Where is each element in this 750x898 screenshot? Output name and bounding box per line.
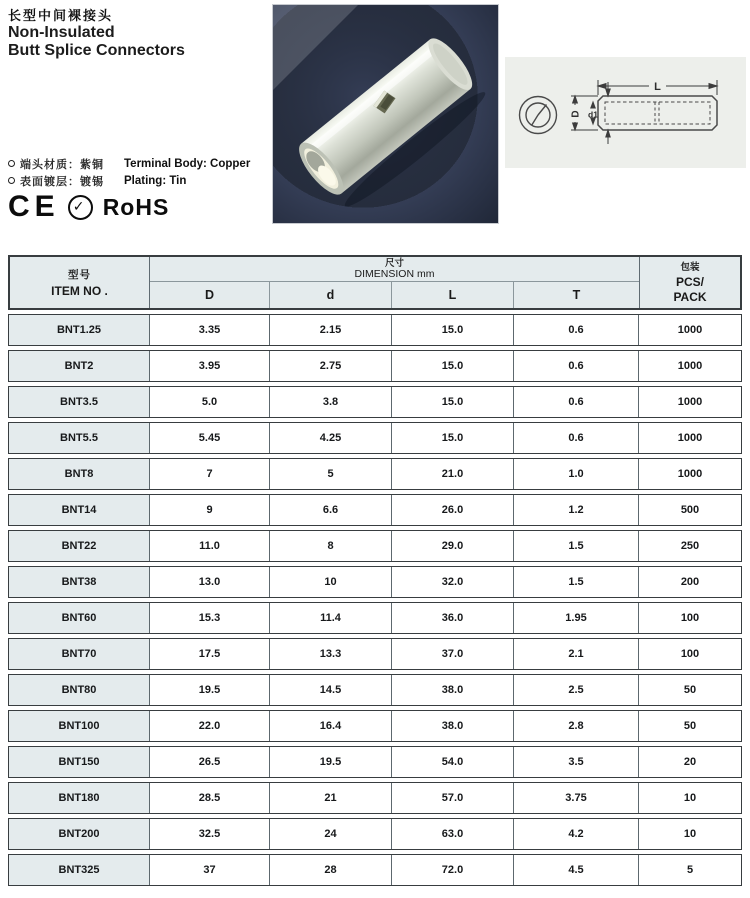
dimension-diagram [505,57,746,168]
dim-T-cell: 1.5 [513,567,638,597]
dim-D-cell: 15.3 [149,603,269,633]
dim-d-cell: 6.6 [269,495,391,525]
header-pack-line2: PACK [673,290,707,304]
dim-d-cell: 2.75 [269,351,391,381]
pack-cell: 100 [638,639,741,669]
table-row [8,386,742,418]
dim-D-cell: 3.35 [149,315,269,345]
dim-D-cell: 26.5 [149,747,269,777]
dim-T-cell: 1.2 [513,495,638,525]
table-row [8,854,742,886]
dim-D-cell: 19.5 [149,675,269,705]
dim-d-cell: 3.8 [269,387,391,417]
table-row [8,458,742,490]
item-no-cell: BNT14 [9,495,149,525]
header-col-d: d [270,282,392,308]
table-row [8,494,742,526]
dim-T-cell: 1.5 [513,531,638,561]
dim-D-cell: 13.0 [149,567,269,597]
check-circle-certification-icon [68,195,93,220]
dim-L-cell: 57.0 [391,783,513,813]
dim-T-cell: 0.6 [513,387,638,417]
dim-L-cell: 21.0 [391,459,513,489]
dim-d-cell: 10 [269,567,391,597]
dim-T-cell: 4.5 [513,855,638,885]
item-no-cell: BNT70 [9,639,149,669]
dim-L-cell: 32.0 [391,567,513,597]
header-item-no-zh: 型号 [68,269,91,281]
page-title-zh: 长型中间裸接头 [8,8,114,23]
item-no-cell: BNT5.5 [9,423,149,453]
dim-L-cell: 15.0 [391,387,513,417]
table-row [8,314,742,346]
item-no-cell: BNT180 [9,783,149,813]
diagram-label-d1: d1 [588,109,598,120]
table-row [8,350,742,382]
dim-d-cell: 19.5 [269,747,391,777]
item-no-cell: BNT200 [9,819,149,849]
title-block [8,5,185,60]
dim-d-cell: 4.25 [269,423,391,453]
dim-L-cell: 38.0 [391,711,513,741]
item-no-cell: BNT2 [9,351,149,381]
pack-cell: 10 [638,783,741,813]
item-no-cell: BNT38 [9,567,149,597]
pack-cell: 50 [638,675,741,705]
table-row [8,674,742,706]
page-title-en-line2: Butt Splice Connectors [8,42,185,59]
pack-cell: 1000 [638,315,741,345]
dim-d-cell: 8 [269,531,391,561]
table-row [8,602,742,634]
table-header [8,255,742,310]
header-col-T: T [572,288,581,302]
header-pack-zh: 包装 [680,262,700,273]
page-title-en-line1: Non-Insulated [8,24,115,41]
dimension-diagram-art [505,57,746,168]
dim-T-cell: 3.5 [513,747,638,777]
diagram-label-D: D [570,110,582,118]
item-no-cell: BNT3.5 [9,387,149,417]
table-row [8,818,742,850]
spec-item-terminal-body [8,155,250,172]
pack-cell: 1000 [638,423,741,453]
table-row [8,638,742,670]
item-no-cell: BNT22 [9,531,149,561]
dim-T-cell: 1.0 [513,459,638,489]
dim-T-cell: 2.5 [513,675,638,705]
dim-L-cell: 72.0 [391,855,513,885]
dim-D-cell: 17.5 [149,639,269,669]
table-row [8,746,742,778]
dim-T-cell: 3.75 [513,783,638,813]
table-row [8,710,742,742]
spec-item-plating [8,172,250,189]
spec-en-plating: Plating: Tin [124,174,187,187]
dim-D-cell: 11.0 [149,531,269,561]
pack-cell: 10 [638,819,741,849]
pack-cell: 1000 [638,351,741,381]
dim-D-cell: 28.5 [149,783,269,813]
header-dimension-en: DIMENSION mm [354,267,435,280]
dim-L-cell: 63.0 [391,819,513,849]
dim-L-cell: 38.0 [391,675,513,705]
dim-T-cell: 4.2 [513,819,638,849]
item-no-cell: BNT80 [9,675,149,705]
dim-d-cell: 28 [269,855,391,885]
header-pack [639,257,740,308]
dim-D-cell: 22.0 [149,711,269,741]
item-no-cell: BNT60 [9,603,149,633]
item-no-cell: BNT150 [9,747,149,777]
dim-L-cell: 29.0 [391,531,513,561]
item-no-cell: BNT325 [9,855,149,885]
pack-cell: 50 [638,711,741,741]
header-dimension-columns [150,282,639,308]
pack-cell: 100 [638,603,741,633]
item-no-cell: BNT1.25 [9,315,149,345]
dim-T-cell: 0.6 [513,423,638,453]
header-col-L: L [392,282,514,308]
dim-D-cell: 7 [149,459,269,489]
spec-en-terminal-body: Terminal Body: Copper [124,157,251,170]
dim-L-cell: 26.0 [391,495,513,525]
pack-cell: 5 [638,855,741,885]
dim-L-cell: 37.0 [391,639,513,669]
dim-L-cell: 15.0 [391,423,513,453]
dim-d-cell: 2.15 [269,315,391,345]
rohs-mark: RoHS [102,193,170,220]
pack-cell: 250 [638,531,741,561]
header-item-no [10,257,150,308]
dim-d-cell: 13.3 [269,639,391,669]
item-no-cell: BNT8 [9,459,149,489]
dim-d-cell: 24 [269,819,391,849]
spec-zh-plating: 表面镀层：镀锡 [20,175,104,188]
dim-T-cell: 2.1 [513,639,638,669]
dim-T-cell: 2.8 [513,711,638,741]
table-row [8,566,742,598]
dim-D-cell: 5.45 [149,423,269,453]
certification-marks [8,192,169,222]
header-dimension-group [150,257,639,308]
product-photo-art [273,5,498,223]
pack-cell: 1000 [638,387,741,417]
dim-T-cell: 0.6 [513,315,638,345]
dim-D-cell: 32.5 [149,819,269,849]
dim-D-cell: 5.0 [149,387,269,417]
dim-D-cell: 37 [149,855,269,885]
ce-mark: CE [8,190,60,223]
pack-cell: 200 [638,567,741,597]
item-no-cell: BNT100 [9,711,149,741]
pack-cell: 20 [638,747,741,777]
table-row [8,782,742,814]
dim-d-cell: 21 [269,783,391,813]
product-photo [272,4,499,224]
header-pack-line1: PCS/ [675,275,704,289]
spec-list [8,155,250,189]
diagram-label-L: L [654,81,661,93]
dim-d-cell: 11.4 [269,603,391,633]
dim-T-cell: 0.6 [513,351,638,381]
dim-d-cell: 14.5 [269,675,391,705]
dim-L-cell: 15.0 [391,351,513,381]
header-item-no-en: ITEM NO . [51,284,108,298]
dim-d-cell: 5 [269,459,391,489]
spec-table [8,255,742,886]
spec-table-body [8,314,742,886]
dim-T-cell: 1.95 [513,603,638,633]
table-row [8,530,742,562]
header-col-D: D [150,282,270,308]
dim-D-cell: 9 [149,495,269,525]
dim-L-cell: 15.0 [391,315,513,345]
pack-cell: 1000 [638,459,741,489]
dim-L-cell: 36.0 [391,603,513,633]
bullet-circle-icon [8,160,15,167]
header-dimension-title [150,257,639,282]
dim-L-cell: 54.0 [391,747,513,777]
dim-d-cell: 16.4 [269,711,391,741]
header-dimension-zh: 尺寸 [384,257,404,269]
table-row [8,422,742,454]
spec-zh-terminal-body: 端头材质：紫铜 [20,158,104,171]
dim-D-cell: 3.95 [149,351,269,381]
pack-cell: 500 [638,495,741,525]
bullet-circle-icon [8,177,15,184]
